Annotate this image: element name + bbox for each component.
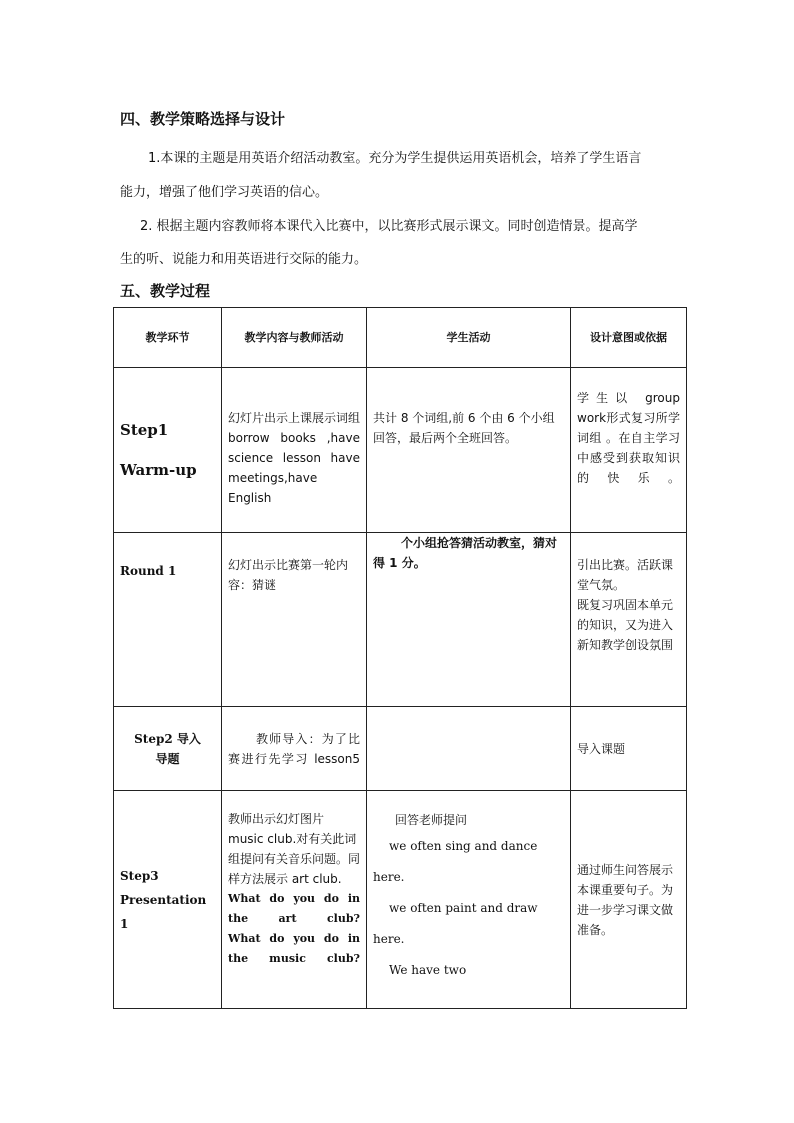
- header-teacher-activity: 教学内容与教师活动: [222, 308, 367, 368]
- strategy-paragraph-1: [120, 142, 680, 175]
- step3-teacher-text: 教师出示幻灯图片 music club.对有关此词组提问有关音乐问题。同样方法展示 art club.: [228, 812, 361, 886]
- table-header-row: [114, 308, 687, 368]
- strategy-paragraph-2-cont: [120, 243, 680, 276]
- header-teaching-stage: 教学环节: [114, 308, 222, 368]
- table-row-step3: [114, 791, 687, 1009]
- strategy-paragraph-1-line-2: 能力，增强了他们学习英语的信心。: [120, 185, 329, 200]
- round1-stage-cell: [114, 533, 222, 707]
- section-5-heading: 五、教学过程: [120, 282, 211, 300]
- table-row-step2: [114, 707, 687, 791]
- round1-stage-label: Round 1: [120, 564, 177, 578]
- step1-student-activity: 共计 8 个词组,前 6 个由 6 个小组回答，最后两个全班回答。: [367, 368, 571, 533]
- step3-stage-label: Step3: [120, 868, 159, 883]
- strategy-paragraph-2-line-1: 2. 根据主题内容教师将本课代入比赛中，以比赛形式展示课文。同时创造情景。提高学: [140, 219, 638, 234]
- step2-stage-cell: [114, 707, 222, 791]
- round1-design-purpose: [571, 533, 687, 707]
- step3-stage-sublabel: Presentation: [120, 892, 207, 907]
- step1-teacher-activity: 幻灯片出示上课展示词组 borrow books ,have science lesson have meetings,have English: [222, 368, 367, 533]
- step1-stage-cell: [114, 368, 222, 533]
- step2-design-purpose: 导入课题: [571, 707, 687, 791]
- round1-purpose-line-1: 引出比赛。活跃课堂气氛。: [577, 558, 674, 592]
- round1-purpose-line-2: 既复习巩固本单元的知识，又为进入新知教学创设氛围: [577, 598, 674, 652]
- strategy-paragraph-1-cont: [120, 176, 680, 209]
- round1-teacher-activity: 幻灯出示比赛第一轮内容：猜谜: [222, 533, 367, 707]
- table-row-step1: [114, 368, 687, 533]
- table-row-round1: [114, 533, 687, 707]
- step3-student-line-3: we often paint and draw here.: [373, 901, 538, 946]
- step1-design-purpose: 学生以 group work形式复习所学词组 。在自主学习中感受到获取知识的快乐。: [571, 368, 687, 533]
- step3-student-line-2: we often sing and dance here.: [373, 839, 538, 884]
- header-student-activity: 学生活动: [367, 308, 571, 368]
- step1-stage-label: Step1: [120, 421, 169, 439]
- round1-student-activity: 个小组抢答猜活动教室，猜对得 1 分。: [367, 533, 571, 707]
- step3-teacher-question-2: What do you do in the music club?: [228, 932, 360, 965]
- step3-student-activity: [367, 791, 571, 1009]
- step2-student-activity: [367, 707, 571, 791]
- strategy-paragraph-2: [120, 210, 680, 243]
- step2-teacher-activity: 教师导入：为了比赛进行先学习 lesson5: [222, 707, 367, 791]
- strategy-paragraph-2-line-2: 生的听、说能力和用英语进行交际的能力。: [120, 252, 368, 267]
- step3-student-line-1: 回答老师提问: [395, 813, 468, 827]
- strategy-paragraph-1-line-1: 1.本课的主题是用英语介绍活动教室。充分为学生提供运用英语机会，培养了学生语言: [148, 151, 642, 166]
- step2-stage-label: Step2 导入: [134, 731, 201, 746]
- step3-student-line-4: We have two: [389, 963, 467, 977]
- step3-stage-cell: [114, 791, 222, 1009]
- header-design-purpose: 设计意图或依据: [571, 308, 687, 368]
- section-4-heading: 四、教学策略选择与设计: [120, 110, 286, 128]
- step3-stage-number: 1: [120, 916, 129, 931]
- step2-stage-sublabel: 导题: [155, 751, 180, 766]
- step1-stage-sublabel: Warm-up: [120, 461, 197, 479]
- teaching-process-table: [113, 307, 687, 1009]
- step3-teacher-activity: [222, 791, 367, 1009]
- step3-teacher-question-1: What do you do in the art club?: [228, 892, 360, 925]
- step3-design-purpose: 通过师生问答展示本课重要句子。为进一步学习课文做准备。: [571, 791, 687, 1009]
